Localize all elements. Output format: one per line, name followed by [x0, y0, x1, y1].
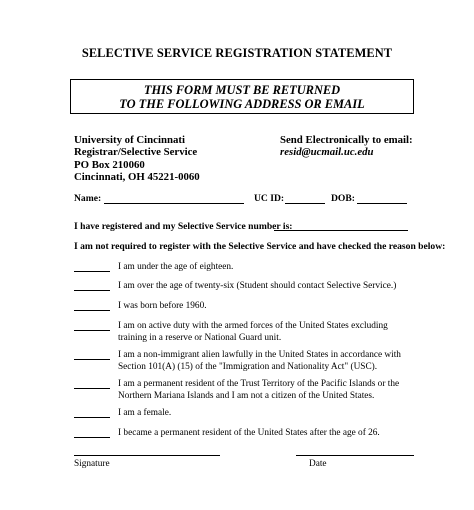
registered-statement: I have registered and my Selective Service number is: [74, 221, 293, 232]
dob-label: DOB: [331, 193, 355, 204]
electronic-label: Send Electronically to email: [280, 134, 413, 146]
dob-field[interactable] [357, 203, 407, 204]
reason-checkbox-line[interactable] [74, 417, 110, 418]
reason-text: I am a female. [118, 408, 172, 418]
name-label: Name: [74, 193, 102, 204]
form-title: SELECTIVE SERVICE REGISTRATION STATEMENT [81, 46, 393, 60]
reason-checkbox-line[interactable] [74, 359, 110, 360]
reason-checkbox-line[interactable] [74, 310, 110, 311]
return-notice-line2: TO THE FOLLOWING ADDRESS OR EMAIL [119, 97, 365, 111]
reason-text: I became a permanent resident of the United States after the age of 26. [118, 428, 380, 438]
email-address: resid@ucmail.uc.edu [280, 146, 374, 159]
reason-text: I am under the age of eighteen. [118, 262, 234, 272]
reason-checkbox-line[interactable] [74, 271, 110, 272]
address-line-2: Registrar/Selective Service [74, 146, 198, 159]
signature-line[interactable] [74, 455, 220, 456]
reason-checkbox-line[interactable] [74, 437, 110, 438]
ucid-label: UC ID: [254, 193, 285, 204]
reason-checkbox-line[interactable] [74, 290, 110, 291]
date-label: Date [309, 459, 327, 469]
reason-text: I was born before 1960. [118, 301, 207, 311]
reason-text: I am a permanent resident of the Trust Territory of the Pacific Islands or the Northern Mariana Islands and I am not a citizen of the United States. [118, 379, 400, 402]
mailing-address [74, 134, 200, 183]
electronic-submission [280, 134, 413, 159]
name-field[interactable] [104, 203, 244, 204]
reason-text: I am a non-immigrant alien lawfully in the United States in accordance with Section 101(A) (15) of the "Immigration and Nationality Act" (USC). [118, 350, 401, 373]
reason-checkbox-line[interactable] [74, 330, 110, 331]
address-line-4: Cincinnati, OH 45221-0060 [74, 170, 200, 183]
reason-text: I am over the age of twenty-six (Student should contact Selective Service.) [118, 281, 397, 291]
not-required-statement: I am not required to register with the Selective Service and have checked the reason below: [74, 241, 446, 252]
date-line[interactable] [296, 455, 414, 456]
return-notice-line1: THIS FORM MUST BE RETURNED [143, 83, 341, 97]
reason-checkbox-line[interactable] [74, 388, 110, 389]
address-line-1: University of Cincinnati [74, 134, 185, 146]
return-notice-box [70, 79, 414, 114]
selective-service-number-field[interactable] [274, 230, 408, 231]
signature-label: Signature [74, 459, 110, 469]
address-line-3: PO Box 210060 [74, 158, 145, 171]
ucid-field[interactable] [285, 203, 325, 204]
reason-text: I am on active duty with the armed forces of the United States excluding training in a reserve or National Guard unit. [118, 321, 388, 344]
